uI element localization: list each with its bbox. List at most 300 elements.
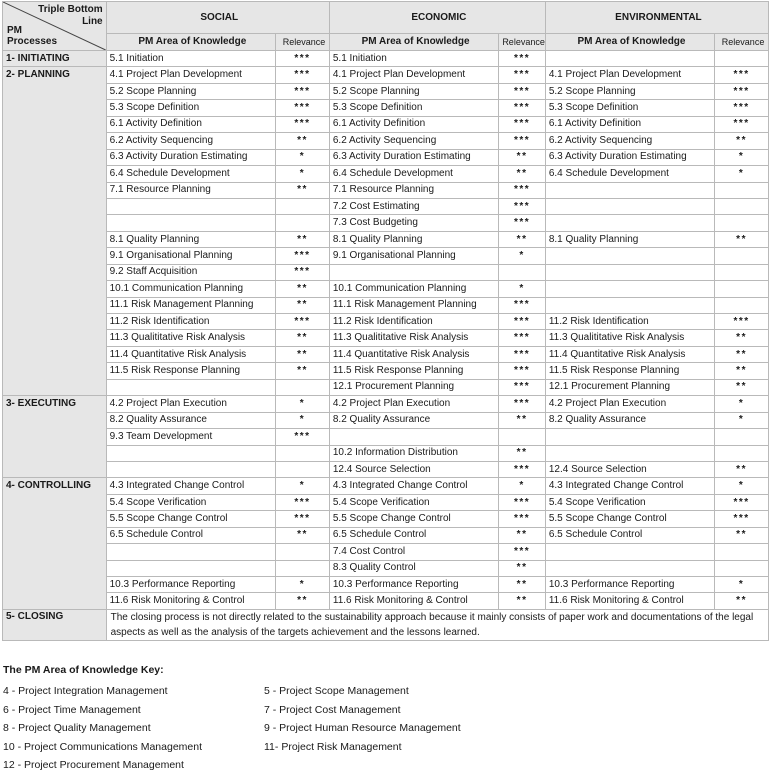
col-header-relevance: Relevance bbox=[276, 34, 330, 51]
table-row bbox=[3, 182, 769, 198]
economic-area-cell: 4.2 Project Plan Execution bbox=[329, 396, 498, 412]
economic-area-cell: 6.3 Activity Duration Estimating bbox=[329, 149, 498, 165]
corner-label-triple-bottom-line: Triple Bottom Line bbox=[38, 4, 103, 27]
environmental-relevance-cell: * bbox=[715, 166, 769, 182]
environmental-relevance-cell: ** bbox=[715, 379, 769, 395]
environmental-relevance-cell: ** bbox=[715, 593, 769, 609]
environmental-area-cell: 11.4 Quantitative Risk Analysis bbox=[545, 346, 714, 362]
environmental-area-cell: 4.3 Integrated Change Control bbox=[545, 478, 714, 494]
table-row bbox=[3, 231, 769, 247]
economic-relevance-cell: ** bbox=[499, 593, 546, 609]
economic-area-cell: 11.2 Risk Identification bbox=[329, 314, 498, 330]
col-header-area: PM Area of Knowledge bbox=[329, 34, 498, 51]
economic-area-cell: 5.4 Scope Verification bbox=[329, 494, 498, 510]
process-cell bbox=[3, 577, 107, 593]
social-area-cell: 6.4 Schedule Development bbox=[106, 166, 275, 182]
economic-area-cell: 11.3 Qualititative Risk Analysis bbox=[329, 330, 498, 346]
social-relevance-cell bbox=[276, 445, 330, 461]
table-row bbox=[3, 116, 769, 132]
environmental-area-cell bbox=[545, 445, 714, 461]
social-area-cell: 4.2 Project Plan Execution bbox=[106, 396, 275, 412]
social-relevance-cell: *** bbox=[276, 511, 330, 527]
environmental-relevance-cell: * bbox=[715, 478, 769, 494]
table-row bbox=[3, 314, 769, 330]
process-cell bbox=[3, 100, 107, 116]
environmental-area-cell: 5.4 Scope Verification bbox=[545, 494, 714, 510]
environmental-area-cell bbox=[545, 248, 714, 264]
table-row bbox=[3, 215, 769, 231]
social-relevance-cell: ** bbox=[276, 297, 330, 313]
economic-relevance-cell: * bbox=[499, 281, 546, 297]
process-cell bbox=[3, 494, 107, 510]
environmental-area-cell bbox=[545, 544, 714, 560]
social-relevance-cell: ** bbox=[276, 133, 330, 149]
environmental-relevance-cell bbox=[715, 248, 769, 264]
social-relevance-cell: ** bbox=[276, 527, 330, 543]
economic-area-cell: 10.3 Performance Reporting bbox=[329, 577, 498, 593]
economic-relevance-cell: *** bbox=[499, 494, 546, 510]
social-area-cell: 10.1 Communication Planning bbox=[106, 281, 275, 297]
environmental-relevance-cell: * bbox=[715, 396, 769, 412]
economic-area-cell: 6.1 Activity Definition bbox=[329, 116, 498, 132]
social-relevance-cell: ** bbox=[276, 346, 330, 362]
social-area-cell: 5.1 Initiation bbox=[106, 51, 275, 67]
table-row bbox=[3, 149, 769, 165]
environmental-relevance-cell: ** bbox=[715, 461, 769, 477]
process-cell bbox=[3, 297, 107, 313]
environmental-relevance-cell bbox=[715, 297, 769, 313]
process-cell bbox=[3, 461, 107, 477]
environmental-area-cell: 12.4 Source Selection bbox=[545, 461, 714, 477]
economic-area-cell: 5.2 Scope Planning bbox=[329, 83, 498, 99]
table-row bbox=[3, 478, 769, 494]
environmental-area-cell: 4.1 Project Plan Development bbox=[545, 67, 714, 83]
environmental-area-cell: 11.6 Risk Monitoring & Control bbox=[545, 593, 714, 609]
process-cell bbox=[3, 429, 107, 445]
process-cell bbox=[3, 166, 107, 182]
group-header-social: SOCIAL bbox=[106, 2, 329, 34]
environmental-area-cell: 10.3 Performance Reporting bbox=[545, 577, 714, 593]
environmental-relevance-cell: * bbox=[715, 577, 769, 593]
process-cell bbox=[3, 198, 107, 214]
economic-area-cell: 6.5 Schedule Control bbox=[329, 527, 498, 543]
process-cell: 3- EXECUTING bbox=[3, 396, 107, 412]
social-relevance-cell: *** bbox=[276, 314, 330, 330]
environmental-area-cell: 6.2 Activity Sequencing bbox=[545, 133, 714, 149]
process-cell: 1- INITIATING bbox=[3, 51, 107, 67]
social-area-cell: 6.5 Schedule Control bbox=[106, 527, 275, 543]
economic-relevance-cell: *** bbox=[499, 461, 546, 477]
col-header-area: PM Area of Knowledge bbox=[106, 34, 275, 51]
social-relevance-cell: *** bbox=[276, 116, 330, 132]
environmental-area-cell bbox=[545, 51, 714, 67]
process-cell bbox=[3, 560, 107, 576]
social-area-cell: 8.2 Quality Assurance bbox=[106, 412, 275, 428]
economic-area-cell: 5.1 Initiation bbox=[329, 51, 498, 67]
environmental-area-cell: 5.5 Scope Change Control bbox=[545, 511, 714, 527]
economic-area-cell: 12.1 Procurement Planning bbox=[329, 379, 498, 395]
environmental-area-cell: 8.2 Quality Assurance bbox=[545, 412, 714, 428]
economic-relevance-cell: *** bbox=[499, 198, 546, 214]
economic-area-cell: 11.5 Risk Response Planning bbox=[329, 363, 498, 379]
process-cell bbox=[3, 231, 107, 247]
economic-relevance-cell: ** bbox=[499, 577, 546, 593]
key-item: 7 - Project Cost Management bbox=[264, 703, 401, 716]
economic-relevance-cell: *** bbox=[499, 100, 546, 116]
economic-relevance-cell: *** bbox=[499, 330, 546, 346]
environmental-area-cell bbox=[545, 215, 714, 231]
environmental-relevance-cell bbox=[715, 198, 769, 214]
economic-relevance-cell: * bbox=[499, 248, 546, 264]
process-cell bbox=[3, 248, 107, 264]
process-cell bbox=[3, 544, 107, 560]
table-row bbox=[3, 396, 769, 412]
economic-area-cell: 9.1 Organisational Planning bbox=[329, 248, 498, 264]
economic-area-cell: 7.2 Cost Estimating bbox=[329, 198, 498, 214]
economic-area-cell: 8.1 Quality Planning bbox=[329, 231, 498, 247]
header-row-groups bbox=[3, 2, 769, 34]
economic-area-cell: 7.1 Resource Planning bbox=[329, 182, 498, 198]
social-area-cell: 11.1 Risk Management Planning bbox=[106, 297, 275, 313]
process-cell bbox=[3, 182, 107, 198]
table-row bbox=[3, 83, 769, 99]
environmental-area-cell: 4.2 Project Plan Execution bbox=[545, 396, 714, 412]
table-row bbox=[3, 100, 769, 116]
process-cell bbox=[3, 133, 107, 149]
economic-area-cell: 11.4 Quantitative Risk Analysis bbox=[329, 346, 498, 362]
social-area-cell: 9.1 Organisational Planning bbox=[106, 248, 275, 264]
economic-area-cell: 7.3 Cost Budgeting bbox=[329, 215, 498, 231]
table-row bbox=[3, 363, 769, 379]
social-relevance-cell: * bbox=[276, 396, 330, 412]
economic-relevance-cell: *** bbox=[499, 363, 546, 379]
social-relevance-cell: ** bbox=[276, 182, 330, 198]
social-relevance-cell: * bbox=[276, 412, 330, 428]
economic-area-cell: 5.5 Scope Change Control bbox=[329, 511, 498, 527]
economic-relevance-cell: ** bbox=[499, 166, 546, 182]
environmental-area-cell bbox=[545, 429, 714, 445]
process-cell: 4- CONTROLLING bbox=[3, 478, 107, 494]
table-row bbox=[3, 67, 769, 83]
environmental-area-cell: 6.1 Activity Definition bbox=[545, 116, 714, 132]
economic-area-cell: 4.1 Project Plan Development bbox=[329, 67, 498, 83]
social-area-cell bbox=[106, 215, 275, 231]
table-row bbox=[3, 577, 769, 593]
economic-area-cell: 11.6 Risk Monitoring & Control bbox=[329, 593, 498, 609]
process-cell: 2- PLANNING bbox=[3, 67, 107, 83]
social-relevance-cell: ** bbox=[276, 363, 330, 379]
col-header-area: PM Area of Knowledge bbox=[545, 34, 714, 51]
social-area-cell: 11.4 Quantitative Risk Analysis bbox=[106, 346, 275, 362]
social-area-cell: 5.4 Scope Verification bbox=[106, 494, 275, 510]
economic-relevance-cell: *** bbox=[499, 297, 546, 313]
economic-relevance-cell bbox=[499, 429, 546, 445]
environmental-relevance-cell: *** bbox=[715, 494, 769, 510]
environmental-relevance-cell: *** bbox=[715, 83, 769, 99]
environmental-relevance-cell bbox=[715, 429, 769, 445]
process-cell bbox=[3, 412, 107, 428]
environmental-area-cell: 6.4 Schedule Development bbox=[545, 166, 714, 182]
social-relevance-cell: * bbox=[276, 478, 330, 494]
social-relevance-cell: * bbox=[276, 577, 330, 593]
process-cell bbox=[3, 527, 107, 543]
environmental-relevance-cell: *** bbox=[715, 116, 769, 132]
social-area-cell: 5.3 Scope Definition bbox=[106, 100, 275, 116]
process-cell bbox=[3, 83, 107, 99]
key-item: 12 - Project Procurement Management bbox=[3, 759, 184, 772]
economic-relevance-cell: ** bbox=[499, 527, 546, 543]
table-row bbox=[3, 379, 769, 395]
economic-relevance-cell: *** bbox=[499, 83, 546, 99]
social-area-cell bbox=[106, 379, 275, 395]
environmental-area-cell bbox=[545, 281, 714, 297]
key-item: 4 - Project Integration Management bbox=[3, 685, 168, 697]
economic-relevance-cell: *** bbox=[499, 67, 546, 83]
environmental-relevance-cell bbox=[715, 51, 769, 67]
environmental-relevance-cell: *** bbox=[715, 314, 769, 330]
col-header-relevance: Relevance bbox=[499, 34, 546, 51]
environmental-relevance-cell: *** bbox=[715, 100, 769, 116]
social-relevance-cell: *** bbox=[276, 429, 330, 445]
social-relevance-cell: *** bbox=[276, 264, 330, 280]
environmental-relevance-cell: ** bbox=[715, 363, 769, 379]
social-relevance-cell: *** bbox=[276, 51, 330, 67]
environmental-area-cell: 12.1 Procurement Planning bbox=[545, 379, 714, 395]
table-row bbox=[3, 198, 769, 214]
environmental-area-cell: 6.3 Activity Duration Estimating bbox=[545, 149, 714, 165]
environmental-relevance-cell bbox=[715, 560, 769, 576]
social-relevance-cell: ** bbox=[276, 330, 330, 346]
economic-area-cell: 10.1 Communication Planning bbox=[329, 281, 498, 297]
social-area-cell bbox=[106, 198, 275, 214]
social-relevance-cell: * bbox=[276, 149, 330, 165]
environmental-area-cell: 5.3 Scope Definition bbox=[545, 100, 714, 116]
table-row bbox=[3, 412, 769, 428]
environmental-relevance-cell: *** bbox=[715, 511, 769, 527]
environmental-area-cell: 8.1 Quality Planning bbox=[545, 231, 714, 247]
table-row bbox=[3, 544, 769, 560]
process-cell bbox=[3, 593, 107, 609]
environmental-relevance-cell: * bbox=[715, 149, 769, 165]
environmental-relevance-cell bbox=[715, 215, 769, 231]
key-item: 11- Project Risk Management bbox=[264, 740, 402, 753]
environmental-relevance-cell: ** bbox=[715, 330, 769, 346]
social-relevance-cell: *** bbox=[276, 248, 330, 264]
header-row-columns bbox=[3, 34, 769, 51]
table-row bbox=[3, 494, 769, 510]
social-area-cell: 4.3 Integrated Change Control bbox=[106, 478, 275, 494]
environmental-relevance-cell: *** bbox=[715, 67, 769, 83]
environmental-relevance-cell bbox=[715, 182, 769, 198]
environmental-relevance-cell: ** bbox=[715, 133, 769, 149]
table-row bbox=[3, 297, 769, 313]
table-row bbox=[3, 346, 769, 362]
key-item: 5 - Project Scope Management bbox=[264, 685, 409, 697]
economic-area-cell: 12.4 Source Selection bbox=[329, 461, 498, 477]
social-area-cell bbox=[106, 461, 275, 477]
environmental-area-cell bbox=[545, 297, 714, 313]
economic-area-cell: 10.2 Information Distribution bbox=[329, 445, 498, 461]
economic-area-cell: 7.4 Cost Control bbox=[329, 544, 498, 560]
economic-area-cell: 5.3 Scope Definition bbox=[329, 100, 498, 116]
key-item: 10 - Project Communications Management bbox=[3, 740, 203, 753]
key-item: 8 - Project Quality Management bbox=[3, 722, 151, 735]
social-area-cell: 6.1 Activity Definition bbox=[106, 116, 275, 132]
social-relevance-cell: *** bbox=[276, 83, 330, 99]
corner-label-pm-processes: PM Processes bbox=[7, 25, 58, 47]
economic-relevance-cell: ** bbox=[499, 231, 546, 247]
social-area-cell bbox=[106, 544, 275, 560]
group-header-environmental: ENVIRONMENTAL bbox=[545, 2, 768, 34]
environmental-relevance-cell: ** bbox=[715, 346, 769, 362]
table-row bbox=[3, 133, 769, 149]
group-header-economic: ECONOMIC bbox=[329, 2, 545, 34]
process-cell bbox=[3, 281, 107, 297]
environmental-relevance-cell: ** bbox=[715, 527, 769, 543]
social-area-cell bbox=[106, 560, 275, 576]
social-relevance-cell bbox=[276, 379, 330, 395]
key-list bbox=[3, 682, 763, 775]
environmental-area-cell bbox=[545, 198, 714, 214]
table-row bbox=[3, 248, 769, 264]
social-area-cell: 5.5 Scope Change Control bbox=[106, 511, 275, 527]
social-area-cell: 11.5 Risk Response Planning bbox=[106, 363, 275, 379]
social-relevance-cell: *** bbox=[276, 494, 330, 510]
table-row bbox=[3, 166, 769, 182]
closing-note: The closing process is not directly related to the sustainability approach because it mainly consists of paper work and documentations of the legal aspects as well as the analysis of the targets achievement and the lessons learned. bbox=[106, 609, 768, 640]
economic-area-cell bbox=[329, 429, 498, 445]
social-relevance-cell: ** bbox=[276, 231, 330, 247]
social-area-cell: 6.2 Activity Sequencing bbox=[106, 133, 275, 149]
social-relevance-cell: *** bbox=[276, 67, 330, 83]
col-header-relevance: Relevance bbox=[715, 34, 769, 51]
table-row bbox=[3, 429, 769, 445]
environmental-relevance-cell bbox=[715, 445, 769, 461]
economic-relevance-cell: * bbox=[499, 478, 546, 494]
process-cell bbox=[3, 346, 107, 362]
table-row-closing bbox=[3, 609, 769, 640]
economic-relevance-cell: *** bbox=[499, 346, 546, 362]
table-row bbox=[3, 264, 769, 280]
table-row bbox=[3, 511, 769, 527]
process-cell bbox=[3, 445, 107, 461]
process-cell: 5- CLOSING bbox=[3, 609, 107, 640]
environmental-area-cell: 11.2 Risk Identification bbox=[545, 314, 714, 330]
process-cell bbox=[3, 116, 107, 132]
economic-area-cell: 6.2 Activity Sequencing bbox=[329, 133, 498, 149]
economic-relevance-cell: ** bbox=[499, 149, 546, 165]
economic-relevance-cell: *** bbox=[499, 116, 546, 132]
social-relevance-cell: ** bbox=[276, 593, 330, 609]
table-row bbox=[3, 281, 769, 297]
economic-relevance-cell: *** bbox=[499, 544, 546, 560]
social-area-cell: 7.1 Resource Planning bbox=[106, 182, 275, 198]
table-row bbox=[3, 51, 769, 67]
social-area-cell: 11.2 Risk Identification bbox=[106, 314, 275, 330]
environmental-area-cell bbox=[545, 264, 714, 280]
economic-relevance-cell: *** bbox=[499, 182, 546, 198]
environmental-area-cell: 11.3 Qualititative Risk Analysis bbox=[545, 330, 714, 346]
knowledge-area-key bbox=[3, 664, 763, 775]
table-row bbox=[3, 445, 769, 461]
environmental-relevance-cell: * bbox=[715, 412, 769, 428]
process-cell bbox=[3, 363, 107, 379]
process-cell bbox=[3, 379, 107, 395]
economic-relevance-cell: *** bbox=[499, 51, 546, 67]
table-row bbox=[3, 527, 769, 543]
social-relevance-cell: *** bbox=[276, 100, 330, 116]
social-area-cell: 9.2 Staff Acquisition bbox=[106, 264, 275, 280]
sustainability-pm-table bbox=[2, 1, 769, 641]
economic-relevance-cell: *** bbox=[499, 314, 546, 330]
key-item: 6 - Project Time Management bbox=[3, 703, 141, 716]
economic-relevance-cell: ** bbox=[499, 445, 546, 461]
economic-relevance-cell: *** bbox=[499, 379, 546, 395]
table-row bbox=[3, 461, 769, 477]
process-cell bbox=[3, 149, 107, 165]
social-relevance-cell bbox=[276, 198, 330, 214]
key-title: The PM Area of Knowledge Key: bbox=[3, 664, 164, 676]
social-relevance-cell: ** bbox=[276, 281, 330, 297]
environmental-area-cell: 6.5 Schedule Control bbox=[545, 527, 714, 543]
process-cell bbox=[3, 215, 107, 231]
process-cell bbox=[3, 511, 107, 527]
economic-area-cell bbox=[329, 264, 498, 280]
environmental-relevance-cell: ** bbox=[715, 231, 769, 247]
economic-relevance-cell: ** bbox=[499, 412, 546, 428]
social-relevance-cell bbox=[276, 544, 330, 560]
economic-area-cell: 4.3 Integrated Change Control bbox=[329, 478, 498, 494]
process-cell bbox=[3, 264, 107, 280]
social-area-cell: 11.3 Qualititative Risk Analysis bbox=[106, 330, 275, 346]
social-area-cell: 10.3 Performance Reporting bbox=[106, 577, 275, 593]
economic-relevance-cell bbox=[499, 264, 546, 280]
environmental-area-cell: 5.2 Scope Planning bbox=[545, 83, 714, 99]
environmental-area-cell bbox=[545, 560, 714, 576]
social-relevance-cell bbox=[276, 461, 330, 477]
environmental-relevance-cell bbox=[715, 281, 769, 297]
environmental-area-cell bbox=[545, 182, 714, 198]
social-area-cell: 5.2 Scope Planning bbox=[106, 83, 275, 99]
process-cell bbox=[3, 330, 107, 346]
header-corner-cell bbox=[3, 2, 107, 51]
key-item: 9 - Project Human Resource Management bbox=[264, 722, 461, 735]
economic-relevance-cell: *** bbox=[499, 133, 546, 149]
table-row bbox=[3, 593, 769, 609]
social-relevance-cell: * bbox=[276, 166, 330, 182]
economic-area-cell: 8.2 Quality Assurance bbox=[329, 412, 498, 428]
economic-area-cell: 6.4 Schedule Development bbox=[329, 166, 498, 182]
economic-relevance-cell: *** bbox=[499, 396, 546, 412]
table-row bbox=[3, 330, 769, 346]
social-area-cell: 8.1 Quality Planning bbox=[106, 231, 275, 247]
social-area-cell: 4.1 Project Plan Development bbox=[106, 67, 275, 83]
economic-relevance-cell: ** bbox=[499, 560, 546, 576]
economic-relevance-cell: *** bbox=[499, 215, 546, 231]
social-area-cell bbox=[106, 445, 275, 461]
social-relevance-cell bbox=[276, 560, 330, 576]
environmental-relevance-cell bbox=[715, 544, 769, 560]
social-area-cell: 11.6 Risk Monitoring & Control bbox=[106, 593, 275, 609]
process-cell bbox=[3, 314, 107, 330]
table-row bbox=[3, 560, 769, 576]
economic-relevance-cell: *** bbox=[499, 511, 546, 527]
economic-area-cell: 11.1 Risk Management Planning bbox=[329, 297, 498, 313]
environmental-relevance-cell bbox=[715, 264, 769, 280]
table-body bbox=[3, 51, 769, 641]
social-relevance-cell bbox=[276, 215, 330, 231]
social-area-cell: 6.3 Activity Duration Estimating bbox=[106, 149, 275, 165]
